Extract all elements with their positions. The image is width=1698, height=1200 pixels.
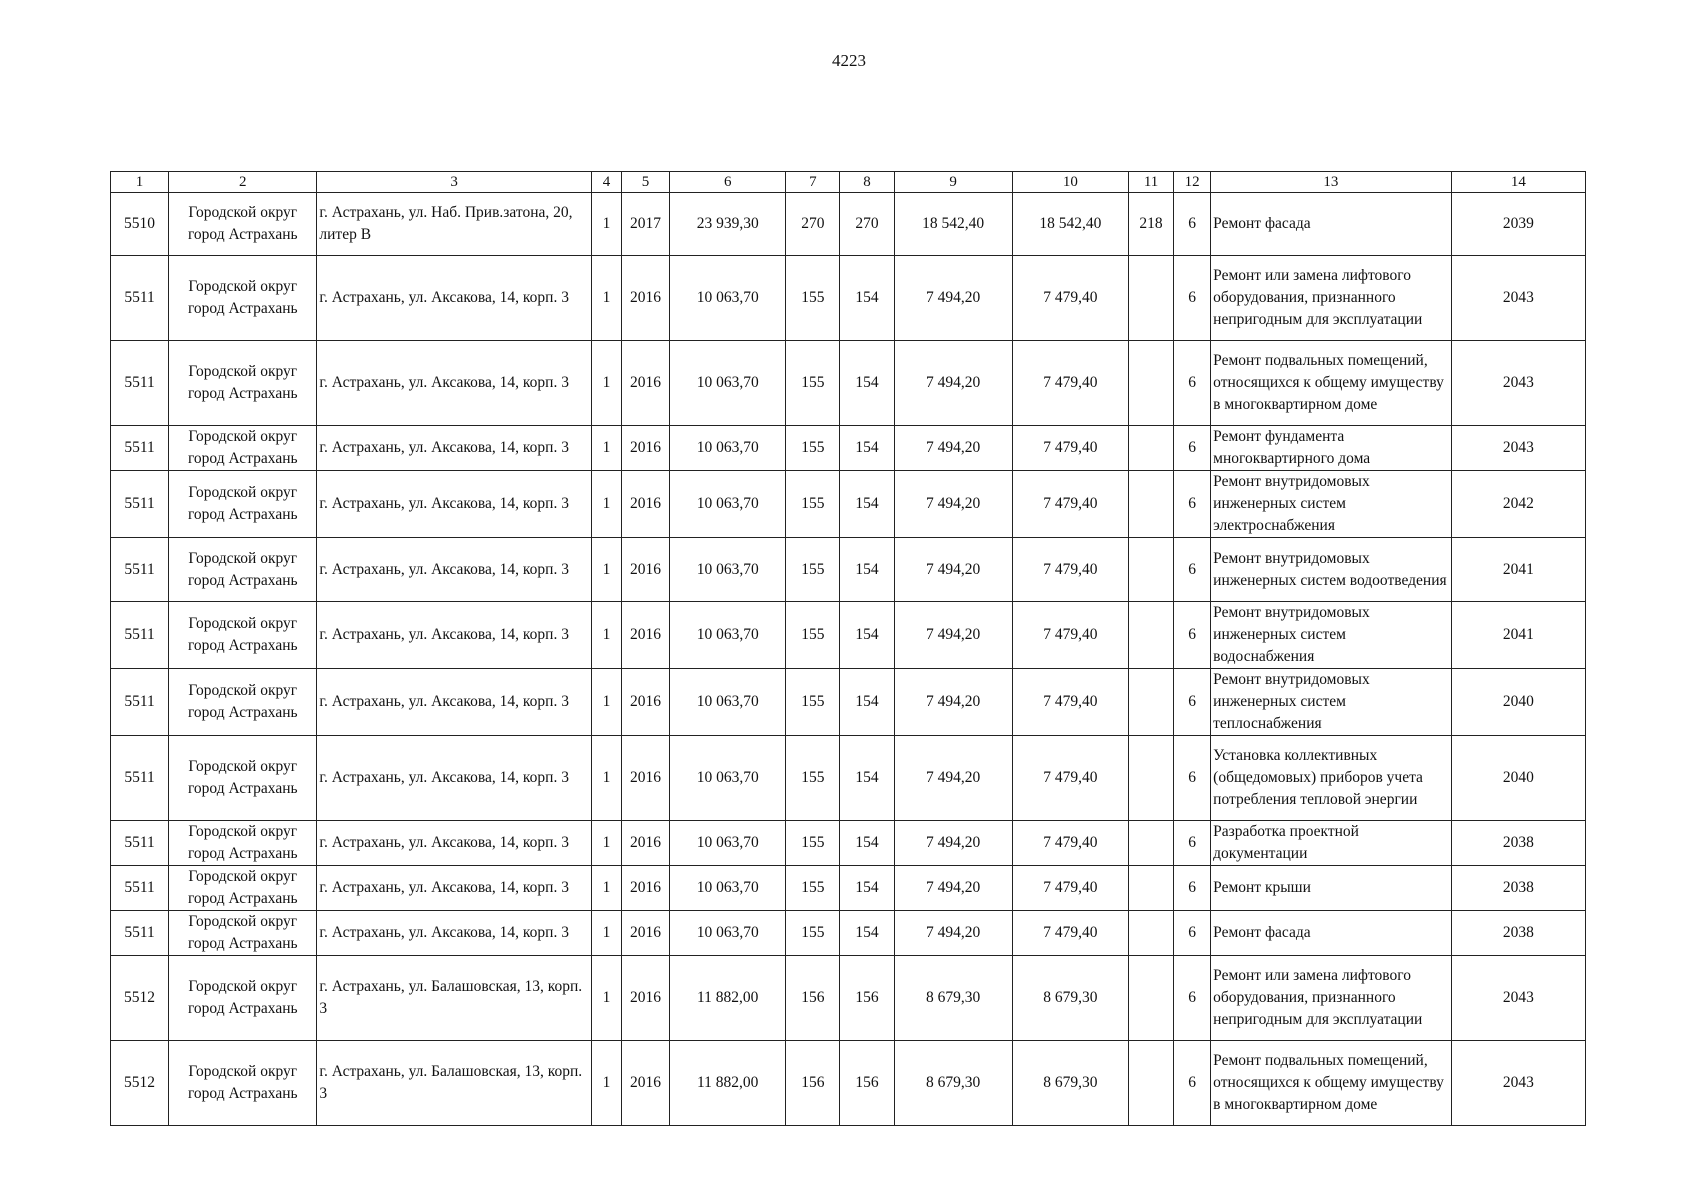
table-row	[111, 1041, 1586, 1126]
cell-record-id: 5511	[111, 256, 169, 341]
table-header-row	[111, 172, 1586, 193]
cell-address: г. Астрахань, ул. Аксакова, 14, корп. 3	[317, 821, 592, 866]
cell-col11	[1129, 471, 1174, 538]
cell-year: 2016	[622, 669, 670, 736]
cell-col11: 218	[1129, 193, 1174, 256]
cell-area-a: 18 542,40	[894, 193, 1012, 256]
cell-total-area: 10 063,70	[670, 866, 786, 911]
column-header: 1	[111, 172, 169, 193]
cell-address: г. Астрахань, ул. Наб. Прив.затона, 20, литер В	[317, 193, 592, 256]
cell-plan-year: 2041	[1451, 602, 1585, 669]
cell-address: г. Астрахань, ул. Аксакова, 14, корп. 3	[317, 426, 592, 471]
cell-address: г. Астрахань, ул. Аксакова, 14, корп. 3	[317, 602, 592, 669]
cell-col7: 155	[786, 866, 840, 911]
cell-col11	[1129, 256, 1174, 341]
cell-col4: 1	[591, 736, 621, 821]
cell-year: 2017	[622, 193, 670, 256]
cell-area-a: 7 494,20	[894, 256, 1012, 341]
cell-plan-year: 2043	[1451, 256, 1585, 341]
cell-col7: 270	[786, 193, 840, 256]
cell-work-type: Ремонт фундамента многоквартирного дома	[1211, 426, 1451, 471]
cell-record-id: 5511	[111, 426, 169, 471]
cell-col12: 6	[1174, 911, 1211, 956]
cell-col4: 1	[591, 426, 621, 471]
cell-year: 2016	[622, 821, 670, 866]
cell-municipality: Городской округ город Астрахань	[169, 341, 317, 426]
table-row	[111, 956, 1586, 1041]
table-row	[111, 256, 1586, 341]
column-header: 7	[786, 172, 840, 193]
cell-work-type: Разработка проектной документации	[1211, 821, 1451, 866]
cell-col7: 155	[786, 821, 840, 866]
cell-address: г. Астрахань, ул. Аксакова, 14, корп. 3	[317, 736, 592, 821]
cell-municipality: Городской округ город Астрахань	[169, 956, 317, 1041]
cell-total-area: 10 063,70	[670, 736, 786, 821]
cell-address: г. Астрахань, ул. Аксакова, 14, корп. 3	[317, 256, 592, 341]
cell-record-id: 5511	[111, 821, 169, 866]
table-row	[111, 538, 1586, 602]
cell-col8: 154	[840, 736, 894, 821]
cell-address: г. Астрахань, ул. Балашовская, 13, корп. 3	[317, 956, 592, 1041]
cell-col7: 155	[786, 911, 840, 956]
cell-plan-year: 2042	[1451, 471, 1585, 538]
cell-area-b: 7 479,40	[1012, 471, 1128, 538]
cell-municipality: Городской округ город Астрахань	[169, 602, 317, 669]
cell-plan-year: 2038	[1451, 911, 1585, 956]
cell-area-b: 7 479,40	[1012, 341, 1128, 426]
cell-year: 2016	[622, 1041, 670, 1126]
capital-repair-table	[110, 171, 1586, 1126]
cell-year: 2016	[622, 911, 670, 956]
cell-address: г. Астрахань, ул. Аксакова, 14, корп. 3	[317, 669, 592, 736]
cell-year: 2016	[622, 341, 670, 426]
cell-plan-year: 2041	[1451, 538, 1585, 602]
cell-area-b: 7 479,40	[1012, 256, 1128, 341]
cell-municipality: Городской округ город Астрахань	[169, 821, 317, 866]
cell-total-area: 10 063,70	[670, 821, 786, 866]
column-header: 4	[591, 172, 621, 193]
cell-municipality: Городской округ город Астрахань	[169, 911, 317, 956]
column-header: 3	[317, 172, 592, 193]
cell-col7: 156	[786, 956, 840, 1041]
cell-municipality: Городской округ город Астрахань	[169, 256, 317, 341]
cell-area-b: 7 479,40	[1012, 602, 1128, 669]
cell-work-type: Ремонт или замена лифтового оборудования, признанного непригодным для эксплуатации	[1211, 956, 1451, 1041]
cell-col11	[1129, 602, 1174, 669]
column-header: 8	[840, 172, 894, 193]
cell-area-b: 8 679,30	[1012, 956, 1128, 1041]
table-body	[111, 193, 1586, 1126]
cell-col7: 156	[786, 1041, 840, 1126]
cell-area-a: 7 494,20	[894, 821, 1012, 866]
cell-address: г. Астрахань, ул. Аксакова, 14, корп. 3	[317, 341, 592, 426]
cell-record-id: 5512	[111, 956, 169, 1041]
column-header: 2	[169, 172, 317, 193]
cell-col4: 1	[591, 602, 621, 669]
cell-work-type: Установка коллективных (общедомовых) приборов учета потребления тепловой энергии	[1211, 736, 1451, 821]
cell-col12: 6	[1174, 866, 1211, 911]
cell-col4: 1	[591, 866, 621, 911]
table-row	[111, 471, 1586, 538]
cell-col8: 270	[840, 193, 894, 256]
cell-plan-year: 2043	[1451, 1041, 1585, 1126]
cell-col7: 155	[786, 602, 840, 669]
cell-area-b: 8 679,30	[1012, 1041, 1128, 1126]
cell-area-b: 7 479,40	[1012, 669, 1128, 736]
cell-municipality: Городской округ город Астрахань	[169, 193, 317, 256]
cell-area-a: 7 494,20	[894, 341, 1012, 426]
cell-area-a: 8 679,30	[894, 1041, 1012, 1126]
cell-area-b: 7 479,40	[1012, 736, 1128, 821]
cell-year: 2016	[622, 471, 670, 538]
cell-col7: 155	[786, 256, 840, 341]
cell-work-type: Ремонт фасада	[1211, 193, 1451, 256]
cell-record-id: 5512	[111, 1041, 169, 1126]
cell-area-a: 7 494,20	[894, 669, 1012, 736]
cell-col4: 1	[591, 341, 621, 426]
cell-address: г. Астрахань, ул. Аксакова, 14, корп. 3	[317, 866, 592, 911]
cell-col11	[1129, 911, 1174, 956]
cell-col4: 1	[591, 821, 621, 866]
cell-area-b: 7 479,40	[1012, 911, 1128, 956]
cell-col8: 154	[840, 471, 894, 538]
cell-record-id: 5511	[111, 736, 169, 821]
cell-col8: 154	[840, 866, 894, 911]
column-header: 6	[670, 172, 786, 193]
cell-col4: 1	[591, 956, 621, 1041]
cell-col11	[1129, 956, 1174, 1041]
cell-year: 2016	[622, 956, 670, 1041]
cell-municipality: Городской округ город Астрахань	[169, 538, 317, 602]
table-row	[111, 911, 1586, 956]
cell-col12: 6	[1174, 426, 1211, 471]
cell-total-area: 10 063,70	[670, 426, 786, 471]
cell-year: 2016	[622, 602, 670, 669]
cell-col12: 6	[1174, 1041, 1211, 1126]
cell-municipality: Городской округ город Астрахань	[169, 1041, 317, 1126]
cell-total-area: 10 063,70	[670, 669, 786, 736]
cell-total-area: 11 882,00	[670, 956, 786, 1041]
cell-col12: 6	[1174, 821, 1211, 866]
cell-plan-year: 2038	[1451, 821, 1585, 866]
cell-area-b: 7 479,40	[1012, 538, 1128, 602]
cell-col4: 1	[591, 538, 621, 602]
cell-col7: 155	[786, 736, 840, 821]
cell-plan-year: 2040	[1451, 736, 1585, 821]
cell-work-type: Ремонт крыши	[1211, 866, 1451, 911]
cell-work-type: Ремонт подвальных помещений, относящихся к общему имуществу в многоквартирном доме	[1211, 341, 1451, 426]
cell-col11	[1129, 669, 1174, 736]
cell-col8: 154	[840, 426, 894, 471]
table-row	[111, 866, 1586, 911]
table-row	[111, 736, 1586, 821]
page-number: 4223	[832, 51, 866, 70]
table-row	[111, 426, 1586, 471]
cell-total-area: 10 063,70	[670, 538, 786, 602]
table-row	[111, 602, 1586, 669]
cell-work-type: Ремонт фасада	[1211, 911, 1451, 956]
cell-col8: 156	[840, 1041, 894, 1126]
cell-col11	[1129, 866, 1174, 911]
cell-col11	[1129, 426, 1174, 471]
cell-col11	[1129, 736, 1174, 821]
cell-year: 2016	[622, 866, 670, 911]
cell-address: г. Астрахань, ул. Аксакова, 14, корп. 3	[317, 538, 592, 602]
cell-total-area: 10 063,70	[670, 911, 786, 956]
column-header: 14	[1451, 172, 1585, 193]
cell-work-type: Ремонт внутридомовых инженерных систем водоснабжения	[1211, 602, 1451, 669]
cell-municipality: Городской округ город Астрахань	[169, 471, 317, 538]
cell-col8: 154	[840, 821, 894, 866]
cell-work-type: Ремонт подвальных помещений, относящихся к общему имуществу в многоквартирном доме	[1211, 1041, 1451, 1126]
cell-work-type: Ремонт или замена лифтового оборудования, признанного непригодным для эксплуатации	[1211, 256, 1451, 341]
table-row	[111, 821, 1586, 866]
column-header: 13	[1211, 172, 1451, 193]
cell-total-area: 11 882,00	[670, 1041, 786, 1126]
cell-col12: 6	[1174, 193, 1211, 256]
cell-area-a: 7 494,20	[894, 736, 1012, 821]
cell-col7: 155	[786, 426, 840, 471]
cell-area-a: 7 494,20	[894, 911, 1012, 956]
cell-year: 2016	[622, 426, 670, 471]
cell-col4: 1	[591, 256, 621, 341]
cell-address: г. Астрахань, ул. Балашовская, 13, корп. 3	[317, 1041, 592, 1126]
cell-record-id: 5511	[111, 538, 169, 602]
cell-record-id: 5511	[111, 602, 169, 669]
cell-area-a: 8 679,30	[894, 956, 1012, 1041]
cell-total-area: 10 063,70	[670, 602, 786, 669]
cell-total-area: 10 063,70	[670, 256, 786, 341]
cell-col4: 1	[591, 911, 621, 956]
cell-col4: 1	[591, 669, 621, 736]
cell-col4: 1	[591, 193, 621, 256]
cell-col12: 6	[1174, 736, 1211, 821]
cell-municipality: Городской округ город Астрахань	[169, 736, 317, 821]
cell-year: 2016	[622, 256, 670, 341]
cell-col12: 6	[1174, 669, 1211, 736]
cell-address: г. Астрахань, ул. Аксакова, 14, корп. 3	[317, 911, 592, 956]
column-header: 10	[1012, 172, 1128, 193]
table-row	[111, 193, 1586, 256]
cell-record-id: 5511	[111, 911, 169, 956]
cell-area-a: 7 494,20	[894, 866, 1012, 911]
cell-col11	[1129, 1041, 1174, 1126]
cell-plan-year: 2039	[1451, 193, 1585, 256]
column-header: 5	[622, 172, 670, 193]
column-header: 11	[1129, 172, 1174, 193]
cell-area-a: 7 494,20	[894, 471, 1012, 538]
cell-plan-year: 2043	[1451, 426, 1585, 471]
cell-col12: 6	[1174, 256, 1211, 341]
cell-col12: 6	[1174, 602, 1211, 669]
cell-plan-year: 2043	[1451, 341, 1585, 426]
cell-plan-year: 2038	[1451, 866, 1585, 911]
column-header: 9	[894, 172, 1012, 193]
cell-col8: 154	[840, 341, 894, 426]
cell-col8: 154	[840, 602, 894, 669]
cell-area-b: 7 479,40	[1012, 821, 1128, 866]
cell-total-area: 10 063,70	[670, 341, 786, 426]
cell-col8: 154	[840, 256, 894, 341]
cell-col7: 155	[786, 669, 840, 736]
cell-col11	[1129, 341, 1174, 426]
cell-work-type: Ремонт внутридомовых инженерных систем теплоснабжения	[1211, 669, 1451, 736]
cell-area-b: 7 479,40	[1012, 426, 1128, 471]
cell-record-id: 5511	[111, 471, 169, 538]
cell-col8: 154	[840, 538, 894, 602]
cell-year: 2016	[622, 538, 670, 602]
cell-col12: 6	[1174, 471, 1211, 538]
cell-col7: 155	[786, 341, 840, 426]
cell-area-b: 18 542,40	[1012, 193, 1128, 256]
cell-area-a: 7 494,20	[894, 602, 1012, 669]
cell-year: 2016	[622, 736, 670, 821]
cell-total-area: 10 063,70	[670, 471, 786, 538]
cell-plan-year: 2040	[1451, 669, 1585, 736]
cell-record-id: 5511	[111, 669, 169, 736]
cell-area-a: 7 494,20	[894, 426, 1012, 471]
cell-plan-year: 2043	[1451, 956, 1585, 1041]
cell-col12: 6	[1174, 538, 1211, 602]
cell-record-id: 5511	[111, 866, 169, 911]
cell-col7: 155	[786, 538, 840, 602]
cell-area-b: 7 479,40	[1012, 866, 1128, 911]
cell-address: г. Астрахань, ул. Аксакова, 14, корп. 3	[317, 471, 592, 538]
cell-col8: 154	[840, 669, 894, 736]
cell-record-id: 5511	[111, 341, 169, 426]
cell-col12: 6	[1174, 341, 1211, 426]
table-row	[111, 341, 1586, 426]
cell-col4: 1	[591, 1041, 621, 1126]
cell-total-area: 23 939,30	[670, 193, 786, 256]
cell-area-a: 7 494,20	[894, 538, 1012, 602]
cell-col4: 1	[591, 471, 621, 538]
cell-record-id: 5510	[111, 193, 169, 256]
table-row	[111, 669, 1586, 736]
cell-col8: 156	[840, 956, 894, 1041]
cell-work-type: Ремонт внутридомовых инженерных систем электроснабжения	[1211, 471, 1451, 538]
column-header: 12	[1174, 172, 1211, 193]
cell-col8: 154	[840, 911, 894, 956]
cell-col12: 6	[1174, 956, 1211, 1041]
cell-col11	[1129, 821, 1174, 866]
cell-work-type: Ремонт внутридомовых инженерных систем водоотведения	[1211, 538, 1451, 602]
cell-municipality: Городской округ город Астрахань	[169, 669, 317, 736]
cell-col11	[1129, 538, 1174, 602]
cell-municipality: Городской округ город Астрахань	[169, 866, 317, 911]
cell-col7: 155	[786, 471, 840, 538]
cell-municipality: Городской округ город Астрахань	[169, 426, 317, 471]
